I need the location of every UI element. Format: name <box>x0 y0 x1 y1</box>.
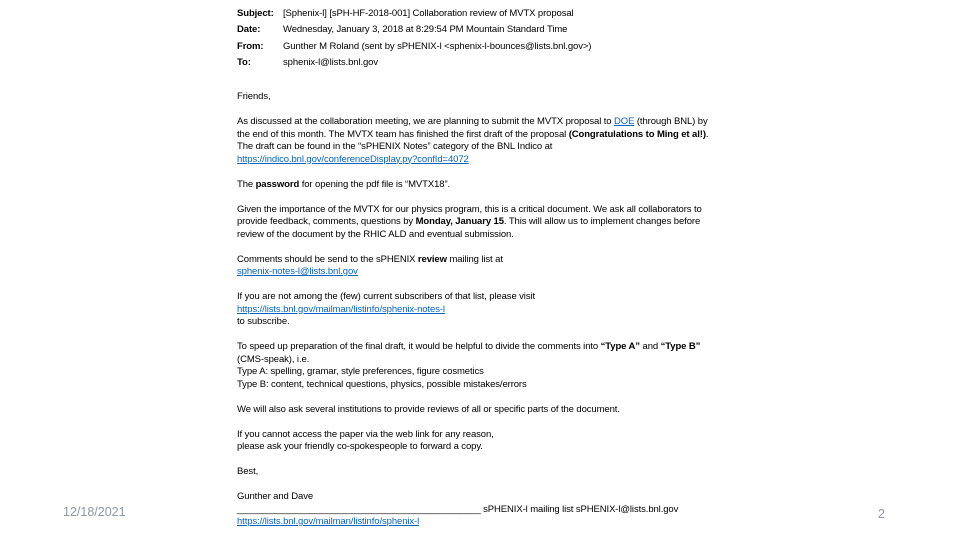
email-header-label: Date: <box>237 24 261 36</box>
email-body-blank-line <box>237 191 708 204</box>
email-body-line <box>237 204 708 217</box>
email-body-line <box>237 379 708 392</box>
email-text-segment: Monday, January 15 <box>415 216 504 227</box>
email-body-blank-line <box>237 454 708 467</box>
email-text-segment: The <box>237 178 256 190</box>
email-body-line <box>237 466 708 479</box>
email-link[interactable]: DOE <box>614 116 635 127</box>
email-body-line <box>237 179 708 192</box>
email-text-segment: “Type A” <box>600 341 640 352</box>
email-header-row <box>237 6 591 22</box>
email-text-segment: (through BNL) by <box>634 116 708 127</box>
email-to: sphenix-l@lists.bnl.gov <box>283 57 378 69</box>
email-text-segment: password <box>255 178 300 190</box>
email-body-line <box>237 441 708 454</box>
email-body-line <box>237 366 708 379</box>
email-text-segment: If you are not among the (few) current subscribers of that list, please visit <box>237 291 536 302</box>
email-text-segment: to subscribe. <box>237 316 290 327</box>
email-text-segment: Type A: spelling, gramar, style preferences, figure cosmetics <box>237 366 484 377</box>
email-text-segment: review <box>417 253 447 265</box>
email-body-line <box>237 91 708 104</box>
email-text-segment: for opening the pdf file is “MVTX18”. <box>299 178 451 190</box>
email-body-blank-line <box>237 104 708 117</box>
email-text-segment: mailing list at <box>446 253 503 265</box>
email-text-segment: . <box>705 128 709 140</box>
email-body-blank-line <box>237 416 708 429</box>
email-text-segment: . This will allow us to implement changes before <box>503 216 701 227</box>
email-body-line <box>237 116 708 129</box>
email-body-line <box>237 516 708 529</box>
email-text-segment: If you cannot access the paper via the web link for any reason, <box>237 428 494 440</box>
email-body-line <box>237 316 708 329</box>
email-text-segment: the end of this month. The MVTX team has finished the first draft of the proposal <box>237 128 569 140</box>
email-header-label: From: <box>237 40 264 52</box>
email-text-segment: Comments should be send to the sPHENIX <box>237 253 418 265</box>
email-body-line <box>237 266 708 279</box>
email-link[interactable]: https://lists.bnl.gov/mailman/listinfo/sphenix-notes-l <box>237 303 445 315</box>
email-text-segment: The draft can be found in the “sPHENIX Notes” category of the BNL Indico at <box>237 141 553 152</box>
email-text-segment: please ask your friendly co-spokespeople to forward a copy. <box>237 441 483 452</box>
email-body-line <box>237 404 708 417</box>
email-body-blank-line <box>237 279 708 292</box>
email-text-segment: We will also ask several institutions to provide reviews of all or specific parts of the document. <box>237 403 620 415</box>
email-header-label: To: <box>237 57 251 69</box>
email-body-line <box>237 154 708 167</box>
email-date: Wednesday, January 3, 2018 at 8:29:54 PM Mountain Standard Time <box>283 24 568 36</box>
email-body-line <box>237 129 708 142</box>
email-link[interactable]: https://indico.bnl.gov/conferenceDisplay.py?confId=4072 <box>237 153 469 165</box>
email-link[interactable]: sphenix-notes-l@lists.bnl.gov <box>237 266 358 277</box>
email-text-segment: “Type B” <box>660 341 701 352</box>
email-text-segment: (Congratulations to Ming et al!) <box>568 128 706 140</box>
email-body-line <box>237 216 708 229</box>
email-header-row <box>237 55 591 71</box>
email-text-segment: To speed up preparation of the final draft, it would be helpful to divide the comments into <box>237 341 601 352</box>
email-body-line <box>237 341 708 354</box>
email-body-line <box>237 141 708 154</box>
slide-page-number: 2 <box>878 507 885 521</box>
email-body-line <box>237 504 708 517</box>
email-text-segment: Best, <box>237 466 259 477</box>
email-link[interactable]: https://lists.bnl.gov/mailman/listinfo/sphenix-l <box>237 516 420 527</box>
email-body-line <box>237 491 708 504</box>
email-body-line <box>237 354 708 367</box>
email-body-line <box>237 304 708 317</box>
email-text-segment: review of the document by the RHIC ALD and eventual submission. <box>237 228 514 240</box>
email-text-segment: (CMS-speak), i.e. <box>237 353 310 365</box>
email-body-blank-line <box>237 329 708 342</box>
email-text-segment: provide feedback, comments, questions by <box>237 216 416 227</box>
email-body-blank-line <box>237 479 708 492</box>
email-text-segment: Given the importance of the MVTX for our physics program, this is a critical document. We ask all collaborators to <box>237 203 702 215</box>
email-header-row <box>237 22 591 38</box>
email-headers <box>237 6 591 72</box>
email-body-line <box>237 229 708 242</box>
email-body-blank-line <box>237 166 708 179</box>
email-body-line <box>237 291 708 304</box>
email-body-line <box>237 254 708 267</box>
slide-date-footer: 12/18/2021 <box>63 505 126 519</box>
email-body-line <box>237 429 708 442</box>
email-text-segment: Type B: content, technical questions, physics, possible mistakes/errors <box>237 378 527 390</box>
email-text-segment: Gunther and Dave <box>237 491 314 502</box>
email-text-segment: As discussed at the collaboration meeting, we are planning to submit the MVTX proposal to <box>237 116 615 127</box>
email-body-blank-line <box>237 391 708 404</box>
email-header-label: Subject: <box>237 8 274 19</box>
email-from: Gunther M Roland (sent by sPHENIX-l <sphenix-l-bounces@lists.bnl.gov>) <box>283 40 592 52</box>
email-subject: [Sphenix-l] [sPH-HF-2018-001] Collaboration review of MVTX proposal <box>283 8 574 19</box>
email-header-row <box>237 39 591 55</box>
email-text-segment: and <box>639 341 661 352</box>
email-body <box>237 91 708 529</box>
email-text-segment: Friends, <box>237 91 271 102</box>
email-text-segment: _______________________________________________ sPHENIX-l mailing list sPHENIX-l@lists.bnl.gov <box>237 503 679 515</box>
email-body-blank-line <box>237 241 708 254</box>
